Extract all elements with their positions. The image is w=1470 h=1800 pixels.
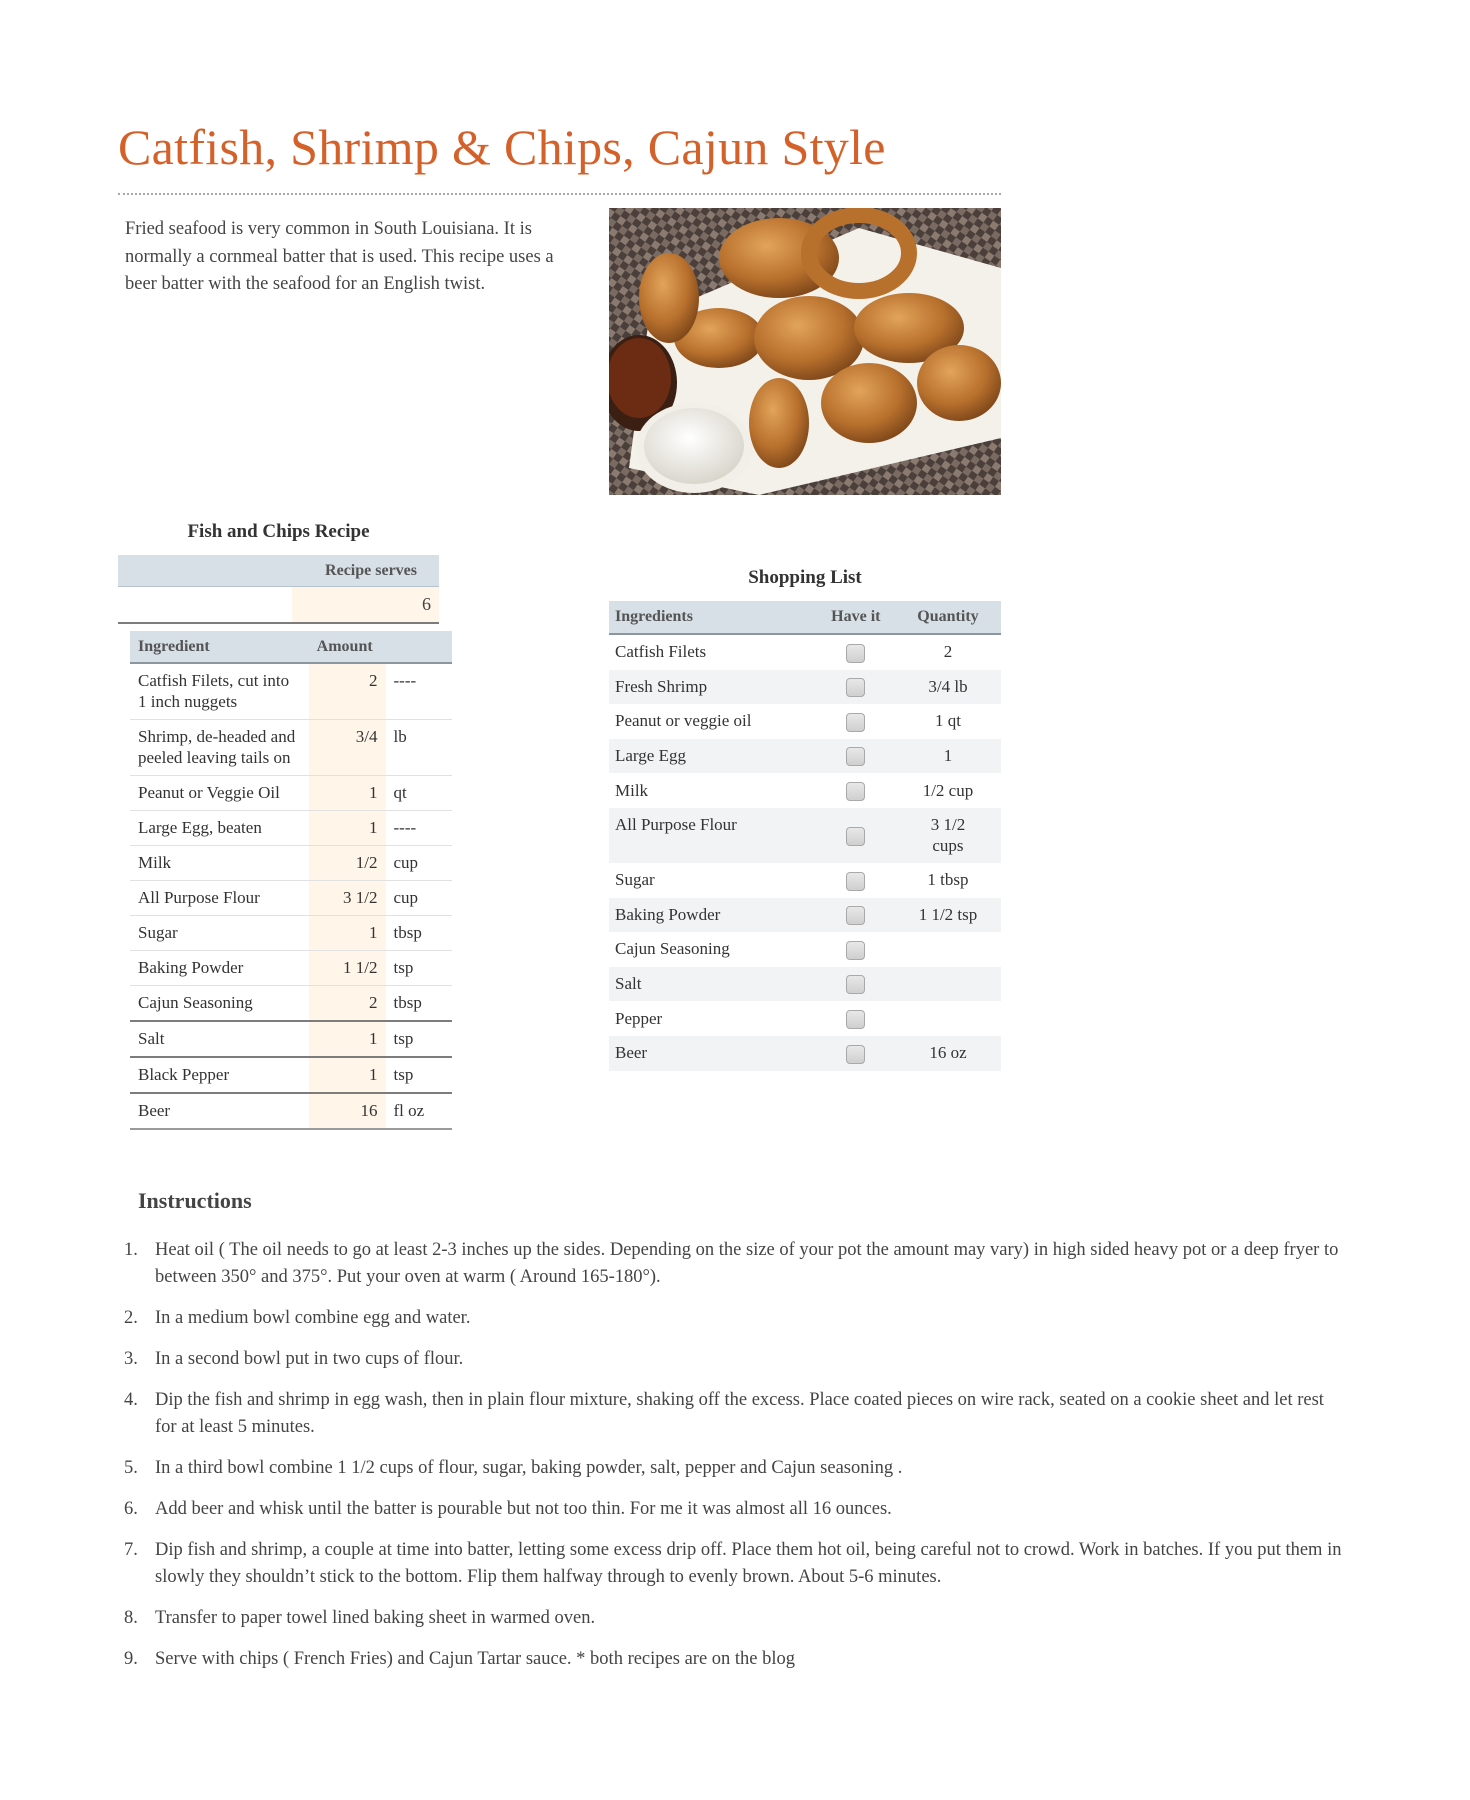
table-row [130,1021,452,1057]
shopping-item-name: Catfish Filets [615,642,707,662]
instructions-list [118,1237,1348,1687]
instructions-heading: Instructions [138,1188,252,1213]
recipe-serves-cell[interactable] [292,587,439,622]
have-it-checkbox[interactable] [846,827,865,846]
shopping-item-quantity: 1 [895,739,1001,774]
ingredient-name: Salt [130,1021,309,1057]
ingredient-name: Beer [130,1093,309,1129]
ingredient-unit: tbsp [386,916,452,951]
list-item [609,932,1001,967]
shopping-item-name: Milk [615,780,649,800]
instruction-step: 8. Transfer to paper towel lined baking sheet in warmed oven. [124,1608,596,1628]
ingredient-unit: tsp [386,1057,452,1093]
list-item [609,967,1001,1002]
recipe-serves-value: 6 [422,594,431,614]
ingredient-name: Peanut or Veggie Oil [130,776,309,811]
shopping-item-quantity: 3/4 lb [895,670,1001,705]
list-item [609,704,1001,739]
shopping-item-quantity [895,932,1001,967]
shopping-item-name: Peanut or veggie oil [615,711,752,731]
ingredient-name: Sugar [130,916,309,951]
instruction-step: 7. Dip fish and shrimp, a couple at time into batter, letting some excess drip off. Place them hot oil, being careful not to crowd. Work in batches. If you put them in slowly they shouldn’t stick to the bottom. Flip them halfway through to evenly brown. About 5-6 minutes. [124,1540,1342,1587]
shopping-item-name: Sugar [615,870,655,890]
ingredient-table [130,631,452,1130]
list-item [609,773,1001,808]
shopping-item-name: Salt [609,967,817,1002]
have-it-checkbox[interactable] [846,747,865,766]
ingredient-amount[interactable]: 3 1/2 [309,881,386,916]
table-row [130,986,452,1022]
ingredient-unit: cup [386,881,452,916]
table-row [130,1057,452,1093]
instruction-step: 5. In a third bowl combine 1 1/2 cups of flour, sugar, baking powder, salt, pepper and Cajun seasoning . [124,1458,903,1478]
ingredient-amount[interactable]: 1 [309,811,386,846]
shopping-item-quantity: 1 1/2 tsp [895,898,1001,933]
ingredient-unit: ---- [386,663,452,720]
have-it-checkbox[interactable] [846,975,865,994]
have-it-checkbox[interactable] [846,644,865,663]
fried-seafood-photo [609,208,1001,495]
title-divider [118,193,1001,195]
instruction-step: 9. Serve with chips ( French Fries) and Cajun Tartar sauce. * both recipes are on the blog [124,1649,796,1669]
have-it-checkbox[interactable] [846,872,865,891]
shopping-item-name: All Purpose Flour [609,808,817,863]
list-item [609,808,1001,863]
list-item [609,863,1001,898]
shopping-item-quantity: 1/2 cup [922,780,974,800]
ingredient-name: Baking Powder [130,951,309,986]
shopping-quantity-header: Quantity [895,601,1001,634]
shopping-item-name: Beer [609,1036,817,1071]
recipe-table-title: Fish and Chips Recipe [187,521,370,542]
recipe-serves-row [118,587,439,624]
have-it-checkbox[interactable] [846,941,865,960]
shopping-item-name: Pepper [615,1008,663,1028]
table-row [130,916,452,951]
recipe-serves-header [118,555,439,587]
amount-column-header: Amount [309,631,452,663]
ingredient-amount[interactable]: 1 [309,1057,386,1093]
list-item [609,898,1001,933]
list-item [609,739,1001,774]
shopping-item-quantity: 16 oz [895,1036,1001,1071]
intro-paragraph: Fried seafood is very common in South Louisiana. It is normally a cornmeal batter that is used. This recipe uses a beer batter with the seafood for an English twist. [125,219,554,294]
ingredient-unit: cup [386,846,452,881]
shopping-list-table [609,601,1001,1071]
shopping-item-quantity: 1 qt [934,711,961,731]
table-row [130,720,452,776]
ingredient-unit: ---- [386,811,452,846]
recipe-serves-label: Recipe serves [325,562,417,579]
table-row [130,951,452,986]
instruction-step: 4. Dip the fish and shrimp in egg wash, then in plain flour mixture, shaking off the excess. Place coated pieces on wire rack, seated on a cookie sheet and let rest for at least 5 minutes. [124,1390,1324,1437]
ingredient-unit: tsp [386,951,452,986]
ingredient-name: Black Pepper [130,1057,309,1093]
instruction-step: 2. In a medium bowl combine egg and water. [124,1308,471,1328]
have-it-checkbox[interactable] [846,906,865,925]
ingredient-amount[interactable]: 2 [309,663,386,720]
shopping-item-quantity: 1 tbsp [927,870,969,890]
ingredient-unit: lb [386,720,452,776]
have-it-checkbox[interactable] [846,713,865,732]
shopping-item-quantity [895,1001,1001,1036]
ingredient-column-header: Ingredient [130,631,309,663]
table-row [130,776,452,811]
ingredient-name: All Purpose Flour [130,881,309,916]
ingredient-amount[interactable]: 1/2 [309,846,386,881]
ingredient-amount[interactable]: 1 [309,776,386,811]
ingredient-amount[interactable]: 1 1/2 [309,951,386,986]
instruction-step: 1. Heat oil ( The oil needs to go at least 2-3 inches up the sides. Depending on the size of your pot the amount may vary) in high sided heavy pot or a deep fryer to between 350° and 375°. Put your oven at warm ( Around 165-180°). [124,1240,1339,1287]
page-title: Catfish, Shrimp & Chips, Cajun Style [118,119,886,175]
instruction-step: 3. In a second bowl put in two cups of flour. [124,1349,464,1369]
ingredient-amount[interactable]: 3/4 [309,720,386,776]
ingredient-name: Cajun Seasoning [130,986,309,1022]
ingredient-amount[interactable]: 1 [309,916,386,951]
ingredient-name: Catfish Filets, cut into 1 inch nuggets [130,663,309,720]
ingredient-unit: qt [386,776,452,811]
ingredient-name: Large Egg, beaten [130,811,309,846]
shopping-have-header: Have it [817,601,895,634]
ingredient-unit: fl oz [386,1093,452,1129]
shopping-ingredients-header: Ingredients [609,601,817,634]
table-row [130,881,452,916]
ingredient-amount[interactable]: 16 [309,1093,386,1129]
ingredient-amount[interactable]: 2 [309,986,386,1022]
list-item [609,670,1001,705]
instruction-step: 6. Add beer and whisk until the batter is pourable but not too thin. For me it was almost all 16 ounces. [124,1499,892,1519]
ingredient-amount[interactable]: 1 [309,1021,386,1057]
have-it-checkbox[interactable] [846,1045,865,1064]
list-item [609,634,1001,670]
have-it-checkbox[interactable] [846,1010,865,1029]
ingredient-unit: tbsp [386,986,452,1022]
table-row [130,663,452,720]
have-it-checkbox[interactable] [846,678,865,697]
ingredient-name: Milk [130,846,309,881]
shopping-item-name: Fresh Shrimp [609,670,817,705]
have-it-checkbox[interactable] [846,782,865,801]
shopping-item-name: Baking Powder [609,898,817,933]
shopping-item-name: Cajun Seasoning [615,939,730,959]
ingredient-name: Shrimp, de-headed and peeled leaving tails on [130,720,309,776]
table-row [130,846,452,881]
list-item [609,1001,1001,1036]
list-item [609,1036,1001,1071]
table-row [130,811,452,846]
table-row [130,1093,452,1129]
shopping-item-name: Large Egg [609,739,817,774]
shopping-item-quantity: 2 [943,642,953,662]
shopping-list-title: Shopping List [748,567,862,588]
ingredient-unit: tsp [386,1021,452,1057]
shopping-item-quantity [895,967,1001,1002]
shopping-item-quantity: 3 1/2 cups [895,808,1001,863]
